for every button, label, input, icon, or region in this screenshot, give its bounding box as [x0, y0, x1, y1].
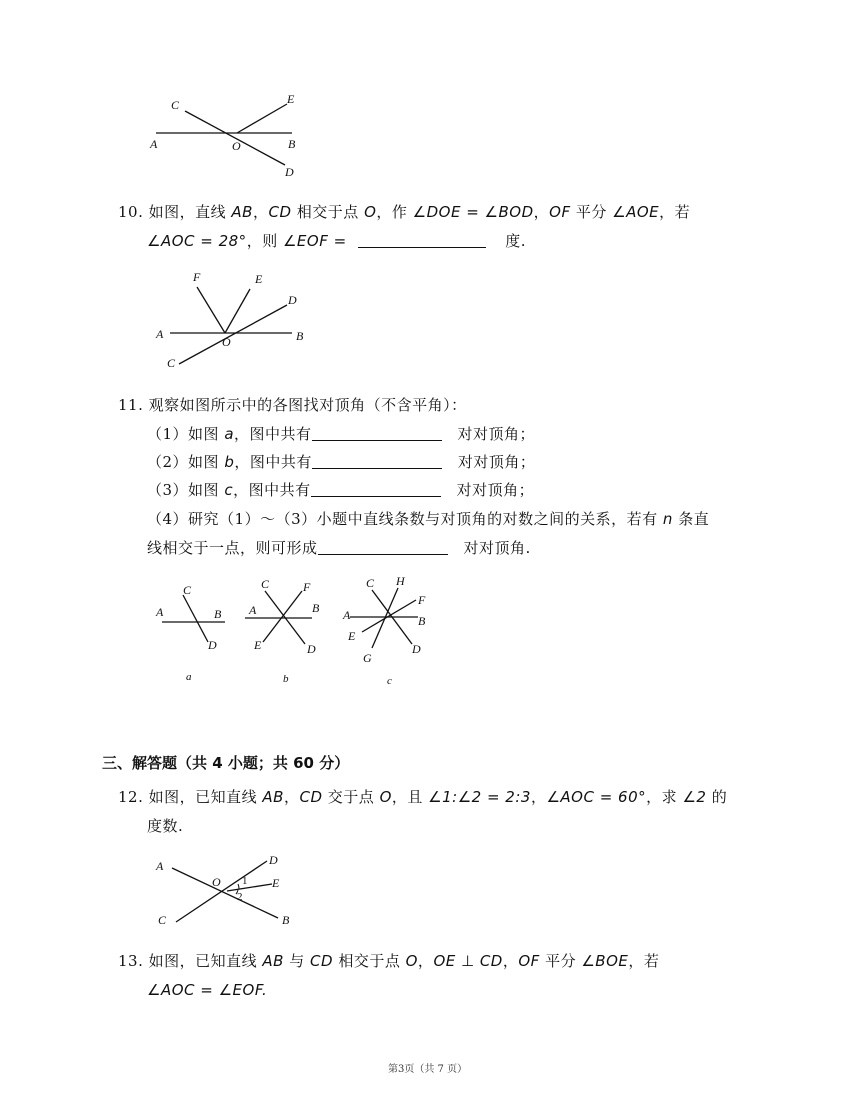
question-number: 11. — [118, 396, 144, 414]
answer-blank[interactable] — [312, 454, 442, 469]
question-11-part2 — [147, 452, 535, 472]
text: ，图中共有 — [234, 453, 312, 471]
answer-blank[interactable] — [318, 540, 448, 555]
math: CD — [268, 203, 292, 221]
math: ∠AOC = ∠EOF. — [147, 981, 268, 999]
math: ∠BOE — [581, 952, 629, 970]
math: AB — [262, 788, 284, 806]
text: ， — [533, 203, 550, 221]
text: ， — [530, 788, 547, 806]
section-heading: 三、解答题（共 4 小题；共 60 分） — [102, 754, 350, 772]
math: ∠AOC = 28° — [147, 232, 247, 250]
label-C: C — [158, 913, 167, 927]
question-12-line2 — [147, 816, 183, 836]
math: O — [364, 203, 377, 221]
text: （3）如图 — [147, 481, 225, 499]
label-C: C — [366, 576, 375, 590]
label-B: B — [296, 329, 304, 343]
math: ∠AOE — [612, 203, 660, 221]
label-D: D — [285, 165, 294, 179]
figure-q12-svg — [150, 848, 310, 933]
text: ，作 — [376, 203, 413, 221]
text: 度数. — [147, 817, 184, 835]
math: b — [224, 453, 235, 471]
label-E: E — [272, 876, 280, 890]
text: ，图中共有 — [234, 425, 312, 443]
label-E: E — [255, 272, 263, 286]
question-11-intro — [118, 395, 467, 415]
label-A: A — [156, 605, 164, 619]
label-E: E — [348, 629, 356, 643]
question-number: 13. — [118, 952, 144, 970]
math: CD — [299, 788, 323, 806]
text: ， — [502, 952, 519, 970]
label-D: D — [288, 293, 297, 307]
math: n — [662, 510, 673, 528]
math: AB — [231, 203, 253, 221]
caption-c: c — [387, 675, 392, 687]
figure-q12 — [150, 848, 310, 933]
label-B: B — [282, 913, 290, 927]
text: 线相交于一点，则可形成 — [147, 539, 318, 557]
figure-11b — [245, 577, 320, 685]
label-A: A — [249, 603, 257, 617]
label-E: E — [254, 638, 262, 652]
text: 对对顶角； — [457, 453, 536, 471]
question-number: 12. — [118, 788, 144, 806]
answer-blank[interactable] — [311, 482, 441, 497]
label-H: H — [396, 574, 405, 588]
label-B: B — [214, 607, 222, 621]
figure-q11-svg — [150, 572, 440, 692]
text: 对对顶角； — [457, 425, 536, 443]
text: 平分 — [539, 952, 582, 970]
label-D: D — [208, 638, 217, 652]
text: 相交于点 — [333, 952, 406, 970]
question-10-line1 — [118, 202, 690, 222]
label-O: O — [212, 875, 221, 889]
question-12-line1 — [118, 787, 727, 807]
figure-q9 — [140, 88, 310, 183]
text: 平分 — [570, 203, 613, 221]
math: ∠EOF = — [282, 232, 347, 250]
math: OF — [518, 952, 540, 970]
answer-blank[interactable] — [312, 426, 442, 441]
figure-q11 — [150, 572, 440, 692]
text: ，若 — [659, 203, 691, 221]
figure-11a — [155, 583, 225, 683]
label-F: F — [418, 593, 426, 607]
question-11-part3 — [147, 480, 534, 500]
label-D: D — [269, 853, 278, 867]
label-F: F — [303, 580, 311, 594]
label-angle-1: 1 — [242, 875, 248, 887]
label-angle-2: 2 — [237, 891, 243, 903]
label-D: D — [412, 642, 421, 656]
text: ，则 — [246, 232, 283, 250]
math: ∠DOE = ∠BOD — [412, 203, 534, 221]
text: 对对顶角； — [456, 481, 535, 499]
label-O: O — [232, 139, 241, 153]
text: ，求 — [646, 788, 683, 806]
text: ，且 — [391, 788, 429, 806]
caption-b: b — [283, 673, 289, 685]
label-G: G — [363, 651, 372, 665]
question-number: 10. — [118, 203, 144, 221]
label-C: C — [167, 356, 176, 370]
math: a — [224, 425, 235, 443]
text: 观察如图所示中的各图找对顶角（不含平角）： — [148, 396, 467, 414]
label-A: A — [343, 608, 351, 622]
label-C: C — [261, 577, 270, 591]
question-11-part1 — [147, 424, 535, 444]
question-13-line1 — [118, 951, 659, 971]
label-B: B — [312, 601, 320, 615]
text: 度. — [505, 232, 527, 250]
label-B: B — [288, 137, 296, 151]
label-A: A — [150, 137, 158, 151]
math: OE ⊥ CD — [433, 952, 503, 970]
text: ，若 — [628, 952, 660, 970]
text: ， — [252, 203, 269, 221]
text: （2）如图 — [147, 453, 225, 471]
figure-q10 — [150, 268, 320, 373]
text: 相交于点 — [291, 203, 365, 221]
label-F: F — [193, 270, 201, 284]
label-O: O — [222, 335, 231, 349]
text: 的 — [706, 788, 728, 806]
label-C: C — [183, 583, 192, 597]
text: ， — [417, 952, 434, 970]
text: ， — [283, 788, 300, 806]
question-10-line2 — [147, 231, 526, 251]
text: （4）研究（1）～（3）小题中直线条数与对顶角的对数之间的关系，若有 — [147, 510, 663, 528]
text: （1）如图 — [147, 425, 225, 443]
caption-a: a — [186, 671, 192, 683]
question-13-line2 — [147, 980, 267, 1000]
page-footer: 第3页（共 7 页） — [388, 1064, 468, 1075]
math: ∠AOC = 60° — [546, 788, 647, 806]
math: OF — [549, 203, 571, 221]
label-C: C — [171, 98, 180, 112]
math: O — [379, 788, 392, 806]
label-A: A — [156, 859, 164, 873]
math: ∠1:∠2 = 2:3 — [428, 788, 531, 806]
text: 与 — [283, 952, 311, 970]
text: 条直 — [672, 510, 710, 528]
math: CD — [310, 952, 334, 970]
text: ，图中共有 — [233, 481, 311, 499]
math: AB — [262, 952, 284, 970]
text: 如图，已知直线 — [148, 788, 263, 806]
math: c — [224, 481, 234, 499]
question-11-part4-line2 — [147, 538, 531, 558]
label-B: B — [418, 614, 426, 628]
figure-q9-svg — [140, 88, 310, 183]
text: 对对顶角. — [463, 539, 531, 557]
text: 如图，直线 — [148, 203, 232, 221]
label-D: D — [307, 642, 316, 656]
text: 如图，已知直线 — [148, 952, 263, 970]
figure-11c — [342, 574, 426, 687]
figure-q10-svg — [150, 268, 320, 373]
question-11-part4 — [147, 509, 709, 529]
math: O — [405, 952, 418, 970]
label-E: E — [287, 92, 295, 106]
answer-blank[interactable] — [358, 233, 486, 248]
text: 交于点 — [322, 788, 380, 806]
label-A: A — [156, 327, 164, 341]
math: ∠2 — [682, 788, 707, 806]
